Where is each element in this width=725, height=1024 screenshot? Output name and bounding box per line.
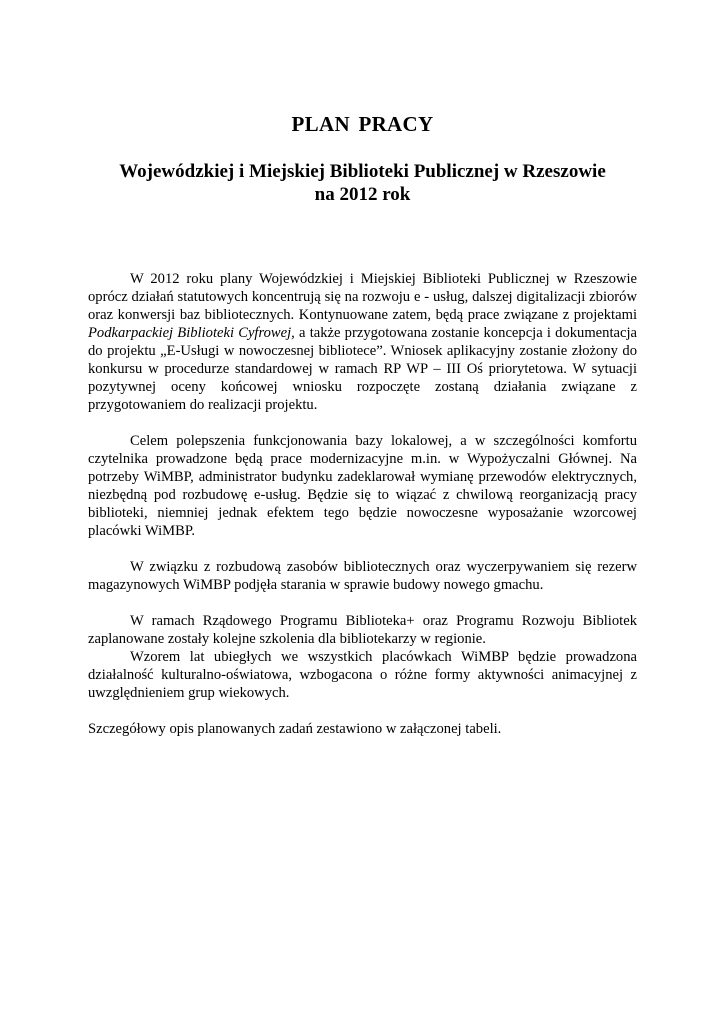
paragraph-1-italic: Podkarpackiej Biblioteki Cyfrowej, bbox=[88, 325, 295, 341]
paragraph-6: Szczegółowy opis planowanych zadań zestawiono w załączonej tabeli. bbox=[88, 721, 502, 737]
paragraph-1 bbox=[88, 270, 637, 414]
paragraph-1-part-1: W 2012 roku plany Wojewódzkiej i Miejskiej Biblioteki Publicznej w Rzeszowie oprócz działań statutowych koncentrują się na rozwoju e - usług, dalszej digitalizacji zbiorów oraz konwersji baz bibliotecznych. Kontynuowane zatem, będą prace związane z projektami bbox=[88, 271, 637, 323]
paragraph-4: W ramach Rządowego Programu Biblioteka+ oraz Programu Rozwoju Bibliotek zaplanowane zostały kolejne szkolenia dla bibliotekarzy w regionie. bbox=[88, 613, 637, 647]
subtitle-line-2: na 2012 rok bbox=[314, 184, 411, 205]
paragraph-1-part-2: a także przygotowana zostanie koncepcja i dokumentacja do projektu „E-Usługi w nowoczesnej bibliotece”. Wniosek aplikacyjny zostanie złożony do konkursu w procedurze standardowej w ramach RP WP – III Oś priorytetowa. W sytuacji pozytywnej oceny końcowej wniosku rozpoczęte zostaną działania związane z przygotowaniem do realizacji projektu. bbox=[88, 325, 638, 413]
paragraph-3: W związku z rozbudową zasobów bibliotecznych oraz wyczerpywaniem się rezerw magazynowych WiMBP podjęła starania w sprawie budowy nowego gmachu. bbox=[88, 559, 637, 593]
document-body bbox=[88, 270, 637, 738]
subtitle-line-1: Wojewódzkiej i Miejskiej Biblioteki Publicznej w Rzeszowie bbox=[119, 161, 606, 182]
document-subtitle bbox=[88, 160, 637, 206]
paragraph-2: Celem polepszenia funkcjonowania bazy lokalowej, a w szczególności komfortu czytelnika prowadzone będą prace modernizacyjne m.in. w Wypożyczalni Głównej. Na potrzeby WiMBP, administrator budynku zadeklarował wymianę przewodów elektrycznych, niezbędną pod rozbudowę e-usług. Będzie się to wiązać z chwilową reorganizacją pracy biblioteki, niemniej jednak efektem tego będzie nowoczesne wyposażanie wzorcowej placówki WiMBP. bbox=[88, 433, 637, 539]
paragraph-5: Wzorem lat ubiegłych we wszystkich placówkach WiMBP będzie prowadzona działalność kulturalno-oświatowa, wzbogacona o różne formy aktywności animacyjnej z uwzględnieniem grup wiekowych. bbox=[88, 649, 637, 701]
document-title: PLAN PRACY bbox=[291, 112, 434, 136]
